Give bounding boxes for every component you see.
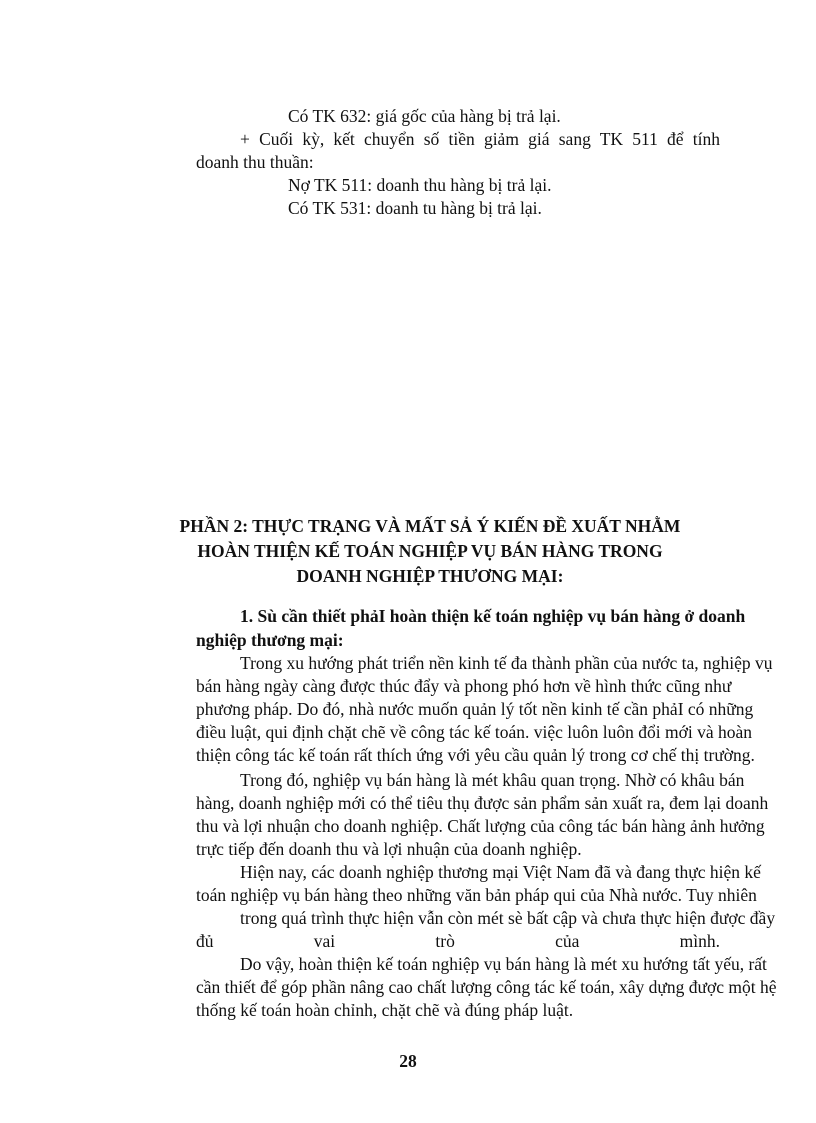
body-line: toán nghiệp vụ bán hàng theo những văn bản pháp qui của Nhà nước. Tuy nhiên <box>196 885 757 905</box>
body-line: bán hàng ngày càng được thúc đẩy và phong phó hơn về hình thức cũng như <box>196 676 732 696</box>
body-line: Do vậy, hoàn thiện kế toán nghiệp vụ bán hàng là mét xu hướng tất yếu, rất <box>240 954 767 974</box>
body-line: Hiện nay, các doanh nghiệp thương mại Việt Nam đã và đang thực hiện kế <box>240 862 761 882</box>
text-line: doanh thu thuần: <box>196 152 314 172</box>
part-title-line: HOÀN THIỆN KẾ TOÁN NGHIỆP VỤ BÁN HÀNG TRONG <box>197 541 663 561</box>
body-line: cần thiết để góp phần nâng cao chất lượng công tác kế toán, xây dựng được một hệ <box>196 977 777 997</box>
body-line: đủ vai trò của mình. <box>196 931 720 951</box>
page-number: 28 <box>399 1051 417 1071</box>
section-heading: nghiệp thương mại: <box>196 630 344 650</box>
body-line: thống kế toán hoàn chỉnh, chặt chẽ và đúng pháp luật. <box>196 1000 574 1020</box>
body-line: hàng, doanh nghiệp mới có thể tiêu thụ được sản phẩm sản xuất ra, đem lại doanh <box>196 793 769 813</box>
part-title-line: PHẦN 2: THỰC TRẠNG VÀ MẤT SẢ Ý KIẾN ĐỀ XUẤT NHẰM <box>179 516 681 536</box>
body-line: phương pháp. Do đó, nhà nước muốn quản lý tốt nền kinh tế cần phảI có những <box>196 699 754 719</box>
body-line: Trong đó, nghiệp vụ bán hàng là mét khâu quan trọng. Nhờ có khâu bán <box>240 770 745 790</box>
body-line: điều luật, qui định chặt chẽ về công tác kế toán. việc luôn luôn đổi mới và hoàn <box>196 722 752 742</box>
text-line: Có TK 632: giá gốc của hàng bị trả lại. <box>288 106 561 126</box>
body-line: thiện công tác kế toán rất thích ứng với yêu cầu quản lý trong cơ chế thị trường. <box>196 745 755 765</box>
section-heading: 1. Sù cần thiết phảI hoàn thiện kế toán nghiệp vụ bán hàng ở doanh <box>240 606 746 626</box>
body-line: trực tiếp đến doanh thu và lợi nhuận của doanh nghiệp. <box>196 839 582 859</box>
text-line: Nợ TK 511: doanh thu hàng bị trả lại. <box>288 175 552 195</box>
text-line: + Cuối kỳ, kết chuyển số tiền giảm giá sang TK 511 để tính <box>240 129 720 149</box>
text-line: Có TK 531: doanh tu hàng bị trả lại. <box>288 198 542 218</box>
body-line: thu và lợi nhuận cho doanh nghiệp. Chất lượng của công tác bán hàng ảnh hưởng <box>196 816 765 836</box>
body-line: trong quá trình thực hiện vẫn còn mét sè bất cập và chưa thực hiện được đầy <box>240 908 776 928</box>
body-line: Trong xu hướng phát triển nền kinh tế đa thành phần của nước ta, nghiệp vụ <box>240 653 773 673</box>
part-title-line: DOANH NGHIỆP THƯƠNG MẠI: <box>296 566 564 586</box>
